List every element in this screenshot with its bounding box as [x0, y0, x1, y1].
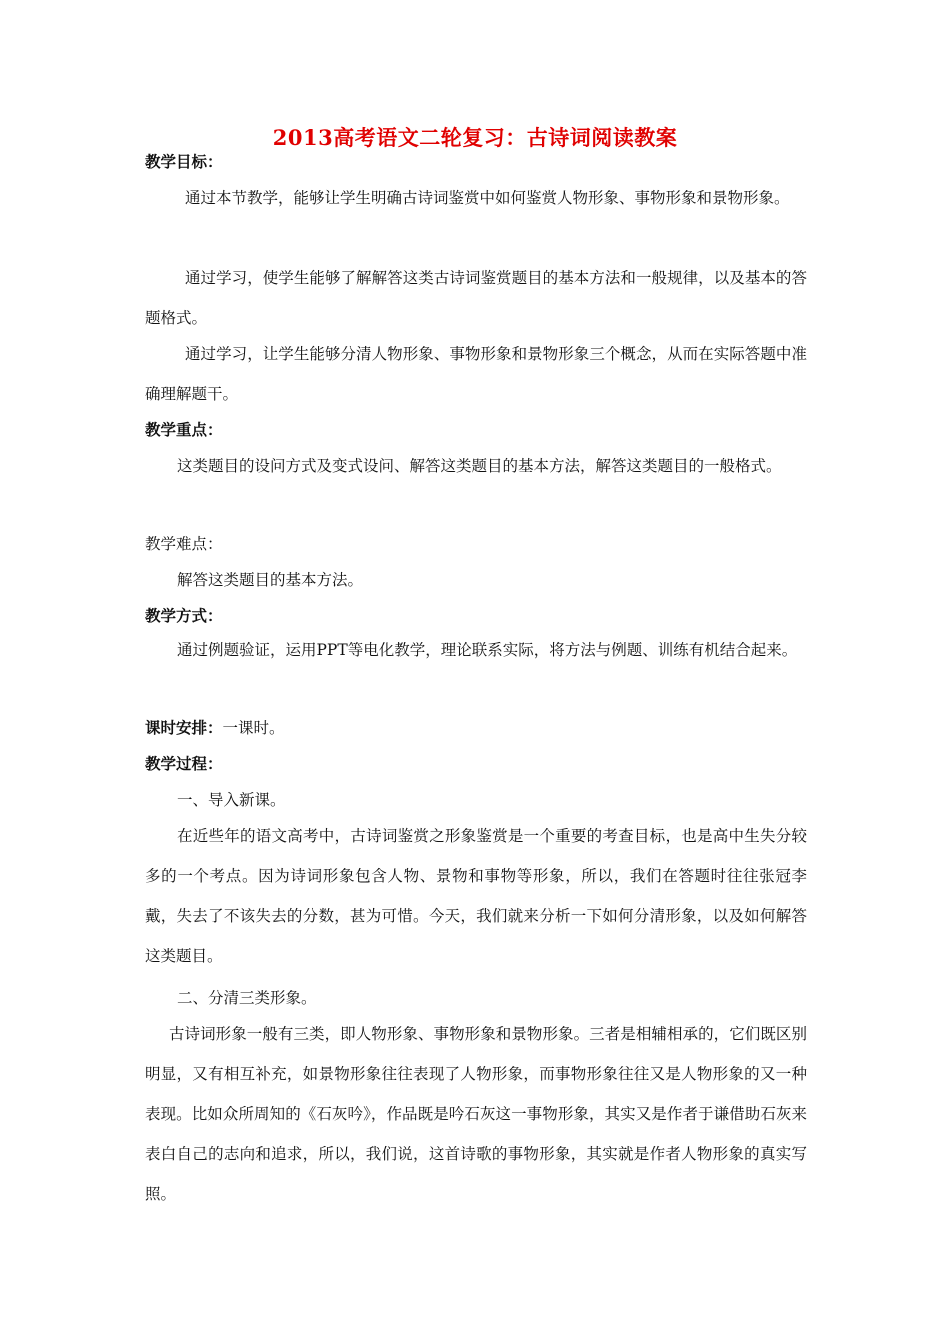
schedule-value: 一课时。 [222, 719, 285, 737]
step-1-heading: 一、导入新课。 [177, 791, 286, 809]
page-title: 2013高考语文二轮复习：古诗词阅读教案 [272, 125, 678, 150]
objectives-heading: 教学目标： [145, 152, 223, 171]
step-2-paragraph: 古诗词形象一般有三类，即人物形象、事物形象和景物形象。三者是相辅相承的，它们既区别明显，又有相互补充，如景物形象往往表现了人物形象，而事物形象往往又是人物形象的又一种表现。比如众所周知的《石灰吟》，作品既是吟石灰这一事物形象，其实又是作者于谦借助石灰来表白自己的志向和追求，所以，我们说，这首诗歌的事物形象，其实就是作者人物形象的真实写照。 [145, 1025, 807, 1203]
schedule-label: 课时安排： [145, 718, 223, 737]
key-points-paragraph: 这类题目的设问方式及变式设问、解答这类题目的基本方法，解答这类题目的一般格式。 [177, 457, 782, 475]
step-1-paragraph: 在近些年的语文高考中，古诗词鉴赏之形象鉴赏是一个重要的考查目标，也是高中生失分较多的一个考点。因为诗词形象包含人物、景物和事物等形象，所以，我们在答题时往往张冠李戴，失去了不该失去的分数，甚为可惜。今天，我们就来分析一下如何分清形象，以及如何解答这类题目。 [145, 827, 807, 965]
step-2-heading: 二、分清三类形象。 [177, 989, 317, 1007]
difficulty-paragraph: 解答这类题目的基本方法。 [177, 571, 364, 589]
objectives-paragraph-1: 通过本节教学，能够让学生明确古诗词鉴赏中如何鉴赏人物形象、事物形象和景物形象。 [185, 189, 790, 207]
process-heading: 教学过程： [145, 754, 223, 773]
schedule-line [145, 708, 285, 748]
method-heading: 教学方式： [145, 606, 223, 625]
objectives-paragraph-3: 通过学习，让学生能够分清人物形象、事物形象和景物形象三个概念，从而在实际答题中准确理解题干。 [145, 345, 807, 403]
objectives-paragraph-2: 通过学习，使学生能够了解解答这类古诗词鉴赏题目的基本方法和一般规律，以及基本的答题格式。 [145, 269, 807, 327]
key-points-heading: 教学重点： [145, 420, 223, 439]
method-paragraph: 通过例题验证，运用PPT等电化教学，理论联系实际，将方法与例题、训练有机结合起来。 [177, 641, 798, 659]
difficulty-heading: 教学难点： [145, 535, 223, 553]
